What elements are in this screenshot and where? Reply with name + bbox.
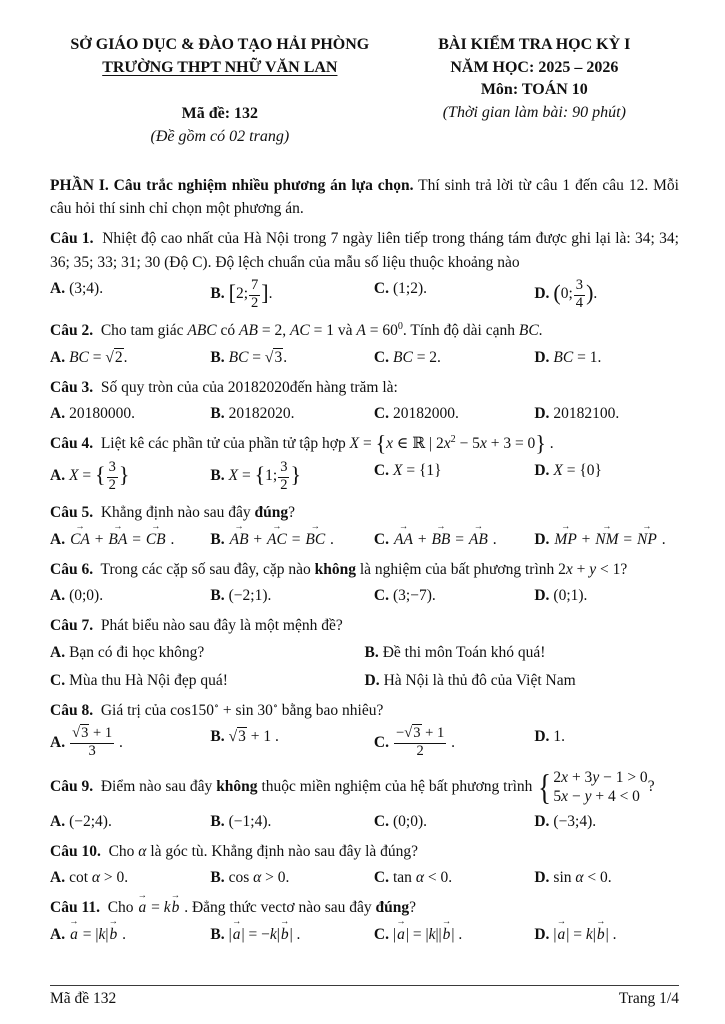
option-letter: B.	[210, 925, 225, 943]
option-letter: A.	[50, 812, 66, 830]
option-B	[210, 725, 374, 760]
option-value: √3 + 1 .	[228, 728, 279, 746]
question-4	[50, 432, 679, 494]
option-C	[374, 346, 534, 369]
option-value: 20182020.	[228, 405, 295, 423]
option-letter: D.	[534, 812, 550, 830]
option-value: (0;0).	[393, 812, 428, 830]
option-value: 20182100.	[553, 405, 620, 423]
option-B	[210, 528, 374, 551]
option-letter: A.	[50, 530, 66, 548]
option-value: |→ a| = |k||→ b| .	[393, 926, 462, 943]
option-C	[374, 402, 534, 425]
option-letter: C.	[373, 812, 389, 830]
question-options	[50, 402, 679, 425]
option-A	[50, 528, 210, 551]
header-left-block	[50, 34, 390, 149]
option-letter: C.	[373, 530, 389, 548]
option-value: → AB + → AC = → BC .	[229, 531, 334, 548]
question-2	[50, 319, 679, 369]
question-stem: Câu 10. Cho α là góc tù. Khẳng định nào sau đây là đúng?	[50, 842, 419, 860]
question-stem: Câu 9. Điểm nào sau đây không thuộc miền nghiệm của hệ bất phương trình { 2x + 3y − 1 > 0 5x − y + 4 < 0 ?	[50, 767, 655, 808]
option-value: → AA + → BB = → AB .	[393, 531, 497, 548]
option-D	[534, 866, 679, 889]
option-D	[534, 402, 679, 425]
question-stem: Câu 2. Cho tam giác ABC có AB = 2, AC = 1 và $A = 60^0$. Tính độ dài cạnh BC.	[50, 321, 543, 340]
header-right-block	[390, 34, 679, 149]
question-options	[50, 641, 679, 693]
question-stem: Câu 3. Số quy tròn của của 20182020đến hàng trăm là:	[50, 378, 398, 396]
option-C	[374, 528, 534, 551]
option-value: [2; $\frac{7}{2}$ ].	[228, 276, 273, 311]
option-D	[534, 725, 679, 760]
part1-intro: PHẦN I. Câu trắc nghiệm nhiều phương án lựa chọn. Thí sinh trả lời từ câu 1 đến câu 12. Mỗi câu hỏi thí sinh chỉ chọn một phương án.	[50, 176, 679, 218]
question-10	[50, 840, 679, 890]
option-letter: B.	[210, 728, 225, 746]
option-value: (−2;1).	[228, 587, 272, 605]
option-letter: B.	[210, 587, 225, 605]
option-value: BC = √2.	[69, 348, 128, 366]
option-letter: D.	[534, 285, 550, 303]
option-value: Mùa thu Hà Nội đẹp quá!	[69, 671, 228, 689]
option-C	[374, 866, 534, 889]
option-value: → MP + → NM = → NP .	[553, 531, 665, 548]
question-stem: Câu 1. Nhiệt độ cao nhất của Hà Nội trong 7 ngày liên tiếp trong tháng tám được ghi lại là: 34; 34; 36; 35; 33; 31; 30 (Độ C). Độ lệch chuẩn của mẫu số liệu thuộc khoảng nào	[50, 230, 679, 271]
option-letter: C.	[373, 925, 389, 943]
option-value: X = {1; $\frac{3}{2}$ }	[228, 458, 302, 493]
option-value: (3;4).	[69, 279, 104, 297]
option-B	[210, 584, 374, 607]
option-B	[210, 346, 374, 369]
option-letter: B.	[210, 285, 225, 303]
option-letter: A.	[50, 348, 66, 366]
option-value: (−2;4).	[69, 812, 112, 830]
question-1	[50, 227, 679, 312]
option-D	[534, 459, 679, 494]
option-D	[534, 528, 679, 551]
question-options	[50, 528, 679, 551]
option-value: tan α < 0.	[393, 869, 453, 887]
option-C	[374, 810, 534, 833]
option-B	[210, 923, 374, 946]
option-letter: D.	[534, 461, 550, 479]
option-letter: D.	[534, 728, 550, 746]
option-letter: D.	[534, 925, 550, 943]
option-letter: D.	[534, 587, 550, 605]
option-value: BC = 2.	[393, 348, 441, 366]
option-value: |→ a| = −k|→ b| .	[229, 926, 301, 943]
question-7	[50, 614, 679, 692]
option-C	[374, 725, 534, 760]
question-options	[50, 277, 679, 312]
questions-list	[50, 220, 679, 946]
option-letter: C.	[373, 461, 389, 479]
option-value: (0; $\frac{3}{4}$ ).	[553, 276, 598, 311]
question-6	[50, 558, 679, 608]
option-value: 1.	[553, 728, 566, 746]
option-letter: A.	[50, 643, 66, 661]
option-letter: A.	[50, 405, 66, 423]
footer-page-number: Trang 1/4	[618, 989, 679, 1007]
question-8	[50, 699, 679, 761]
question-number: Câu 9.	[50, 777, 94, 795]
option-A	[50, 584, 210, 607]
question-number: Câu 5.	[50, 504, 94, 522]
question-11	[50, 896, 679, 946]
option-C	[50, 669, 365, 692]
question-3	[50, 376, 679, 426]
question-number: Câu 1.	[50, 230, 94, 248]
option-B	[365, 641, 680, 664]
exam-title: BÀI KIỂM TRA HỌC KỲ I	[438, 36, 631, 53]
option-value: |→ a| = k|→ b| .	[553, 926, 616, 943]
option-B	[210, 402, 374, 425]
option-value: (3;−7).	[393, 587, 436, 605]
option-C	[374, 459, 534, 494]
option-value: → a = |k|→ b .	[69, 926, 126, 943]
school-name: TRƯỜNG THPT NHỮ VĂN LAN	[102, 58, 338, 76]
option-B	[210, 459, 374, 494]
question-options	[50, 584, 679, 607]
option-value: BC = √3.	[228, 348, 288, 366]
question-options	[50, 346, 679, 369]
option-letter: C.	[373, 733, 389, 751]
option-C	[374, 923, 534, 946]
option-letter: D.	[534, 869, 550, 887]
option-letter: A.	[50, 925, 66, 943]
option-A	[50, 402, 210, 425]
option-value: Hà Nội là thủ đô của Việt Nam	[383, 671, 576, 689]
option-value: Đề thi môn Toán khó quá!	[382, 643, 546, 661]
option-value: X = {1}	[393, 461, 442, 479]
option-letter: B.	[210, 869, 225, 887]
option-A	[50, 866, 210, 889]
option-letter: B.	[210, 348, 225, 366]
option-C	[374, 584, 534, 607]
question-stem: Câu 8. Giá trị của cos150∘ + sin 30∘ bằng bao nhiêu?	[50, 701, 384, 720]
duration-note: (Thời gian làm bài: 90 phút)	[442, 104, 626, 122]
option-letter: C.	[373, 405, 389, 423]
question-number: Câu 3.	[50, 378, 94, 396]
pages-note: (Đề gồm có 02 trang)	[150, 128, 290, 146]
question-5	[50, 501, 679, 551]
option-value: sin α < 0.	[553, 869, 612, 887]
question-options	[50, 459, 679, 494]
option-letter: B.	[364, 643, 379, 661]
option-letter: C.	[373, 587, 389, 605]
option-A	[50, 923, 210, 946]
option-letter: D.	[534, 530, 550, 548]
exam-header	[50, 34, 679, 149]
option-value: 20182000.	[393, 405, 459, 423]
page-footer	[50, 985, 679, 1010]
option-D	[534, 277, 679, 312]
option-D	[365, 669, 680, 692]
option-letter: D.	[534, 405, 550, 423]
question-stem: Câu 5. Khẳng định nào sau đây đúng?	[50, 504, 296, 522]
question-stem: Câu 11. Cho → a = k→ b . Đẳng thức vectơ nào sau đây đúng?	[50, 896, 679, 919]
option-A	[50, 641, 365, 664]
option-letter: A.	[50, 587, 66, 605]
question-options	[50, 725, 679, 760]
option-A	[50, 725, 210, 760]
question-options	[50, 810, 679, 833]
option-letter: B.	[210, 812, 225, 830]
option-letter: A.	[50, 279, 66, 297]
option-letter: B.	[210, 530, 225, 548]
option-value: (0;0).	[69, 587, 104, 605]
option-value: (1;2).	[393, 279, 428, 297]
question-number: Câu 10.	[50, 842, 101, 860]
option-letter: A.	[50, 869, 66, 887]
question-number: Câu 4.	[50, 435, 94, 453]
option-value: $\frac{-√3 + 1}{2}$ .	[396, 725, 456, 760]
option-letter: C.	[373, 279, 389, 297]
question-options	[50, 923, 679, 946]
option-letter: B.	[210, 405, 225, 423]
option-value: (−1;4).	[228, 812, 272, 830]
option-letter: D.	[534, 348, 550, 366]
option-value: $\frac{√3 + 1}{3}$ .	[72, 725, 123, 760]
question-number: Câu 7.	[50, 617, 94, 635]
option-D	[534, 346, 679, 369]
question-9	[50, 768, 679, 833]
option-D	[534, 923, 679, 946]
option-A	[50, 810, 210, 833]
school-year: NĂM HỌC: 2025 – 2026	[450, 58, 619, 76]
question-number: Câu 8.	[50, 702, 94, 720]
question-stem: Câu 6. Trong các cặp số sau đây, cặp nào không là nghiệm của bất phương trình 2x + y < 1?	[50, 560, 628, 578]
option-value: (−3;4).	[553, 812, 597, 830]
option-value: cot α > 0.	[69, 869, 129, 887]
question-stem: Câu 7. Phát biểu nào sau đây là một mệnh đề?	[50, 617, 343, 635]
option-B	[210, 810, 374, 833]
option-value: BC = 1.	[553, 348, 602, 366]
department-name: SỞ GIÁO DỤC & ĐÀO TẠO HẢI PHÒNG	[70, 36, 370, 53]
option-A	[50, 459, 210, 494]
footer-exam-code: Mã đề 132	[50, 989, 117, 1007]
option-D	[534, 584, 679, 607]
option-D	[534, 810, 679, 833]
exam-code: Mã đề: 132	[181, 105, 259, 123]
option-value: X = { $\frac{3}{2}$ }	[69, 458, 130, 493]
option-A	[50, 346, 210, 369]
option-B	[210, 277, 374, 312]
option-value: cos α > 0.	[228, 869, 290, 887]
option-letter: D.	[364, 671, 380, 689]
question-stem: Câu 4. Liệt kê các phần tử của phần tử tập hợp X = {x ∈ ℝ | $2x^2 - 5x + 3 = 0$} .	[50, 430, 554, 456]
option-value: → CA + → BA = → CB .	[69, 531, 174, 548]
option-A	[50, 277, 210, 312]
subject-name: Môn: TOÁN 10	[480, 81, 588, 99]
question-number: Câu 2.	[50, 322, 94, 340]
option-value: (0;1).	[553, 587, 588, 605]
option-value: 20180000.	[69, 405, 135, 423]
option-letter: A.	[50, 467, 66, 485]
question-number: Câu 11.	[50, 899, 100, 917]
option-letter: C.	[50, 671, 66, 689]
option-letter: C.	[373, 869, 389, 887]
option-value: Bạn có đi học không?	[69, 643, 205, 661]
option-C	[374, 277, 534, 312]
option-value: X = {0}	[553, 461, 602, 479]
option-B	[210, 866, 374, 889]
option-letter: C.	[373, 348, 389, 366]
option-letter: B.	[210, 467, 225, 485]
question-options	[50, 866, 679, 889]
option-letter: A.	[50, 733, 66, 751]
question-number: Câu 6.	[50, 560, 94, 578]
